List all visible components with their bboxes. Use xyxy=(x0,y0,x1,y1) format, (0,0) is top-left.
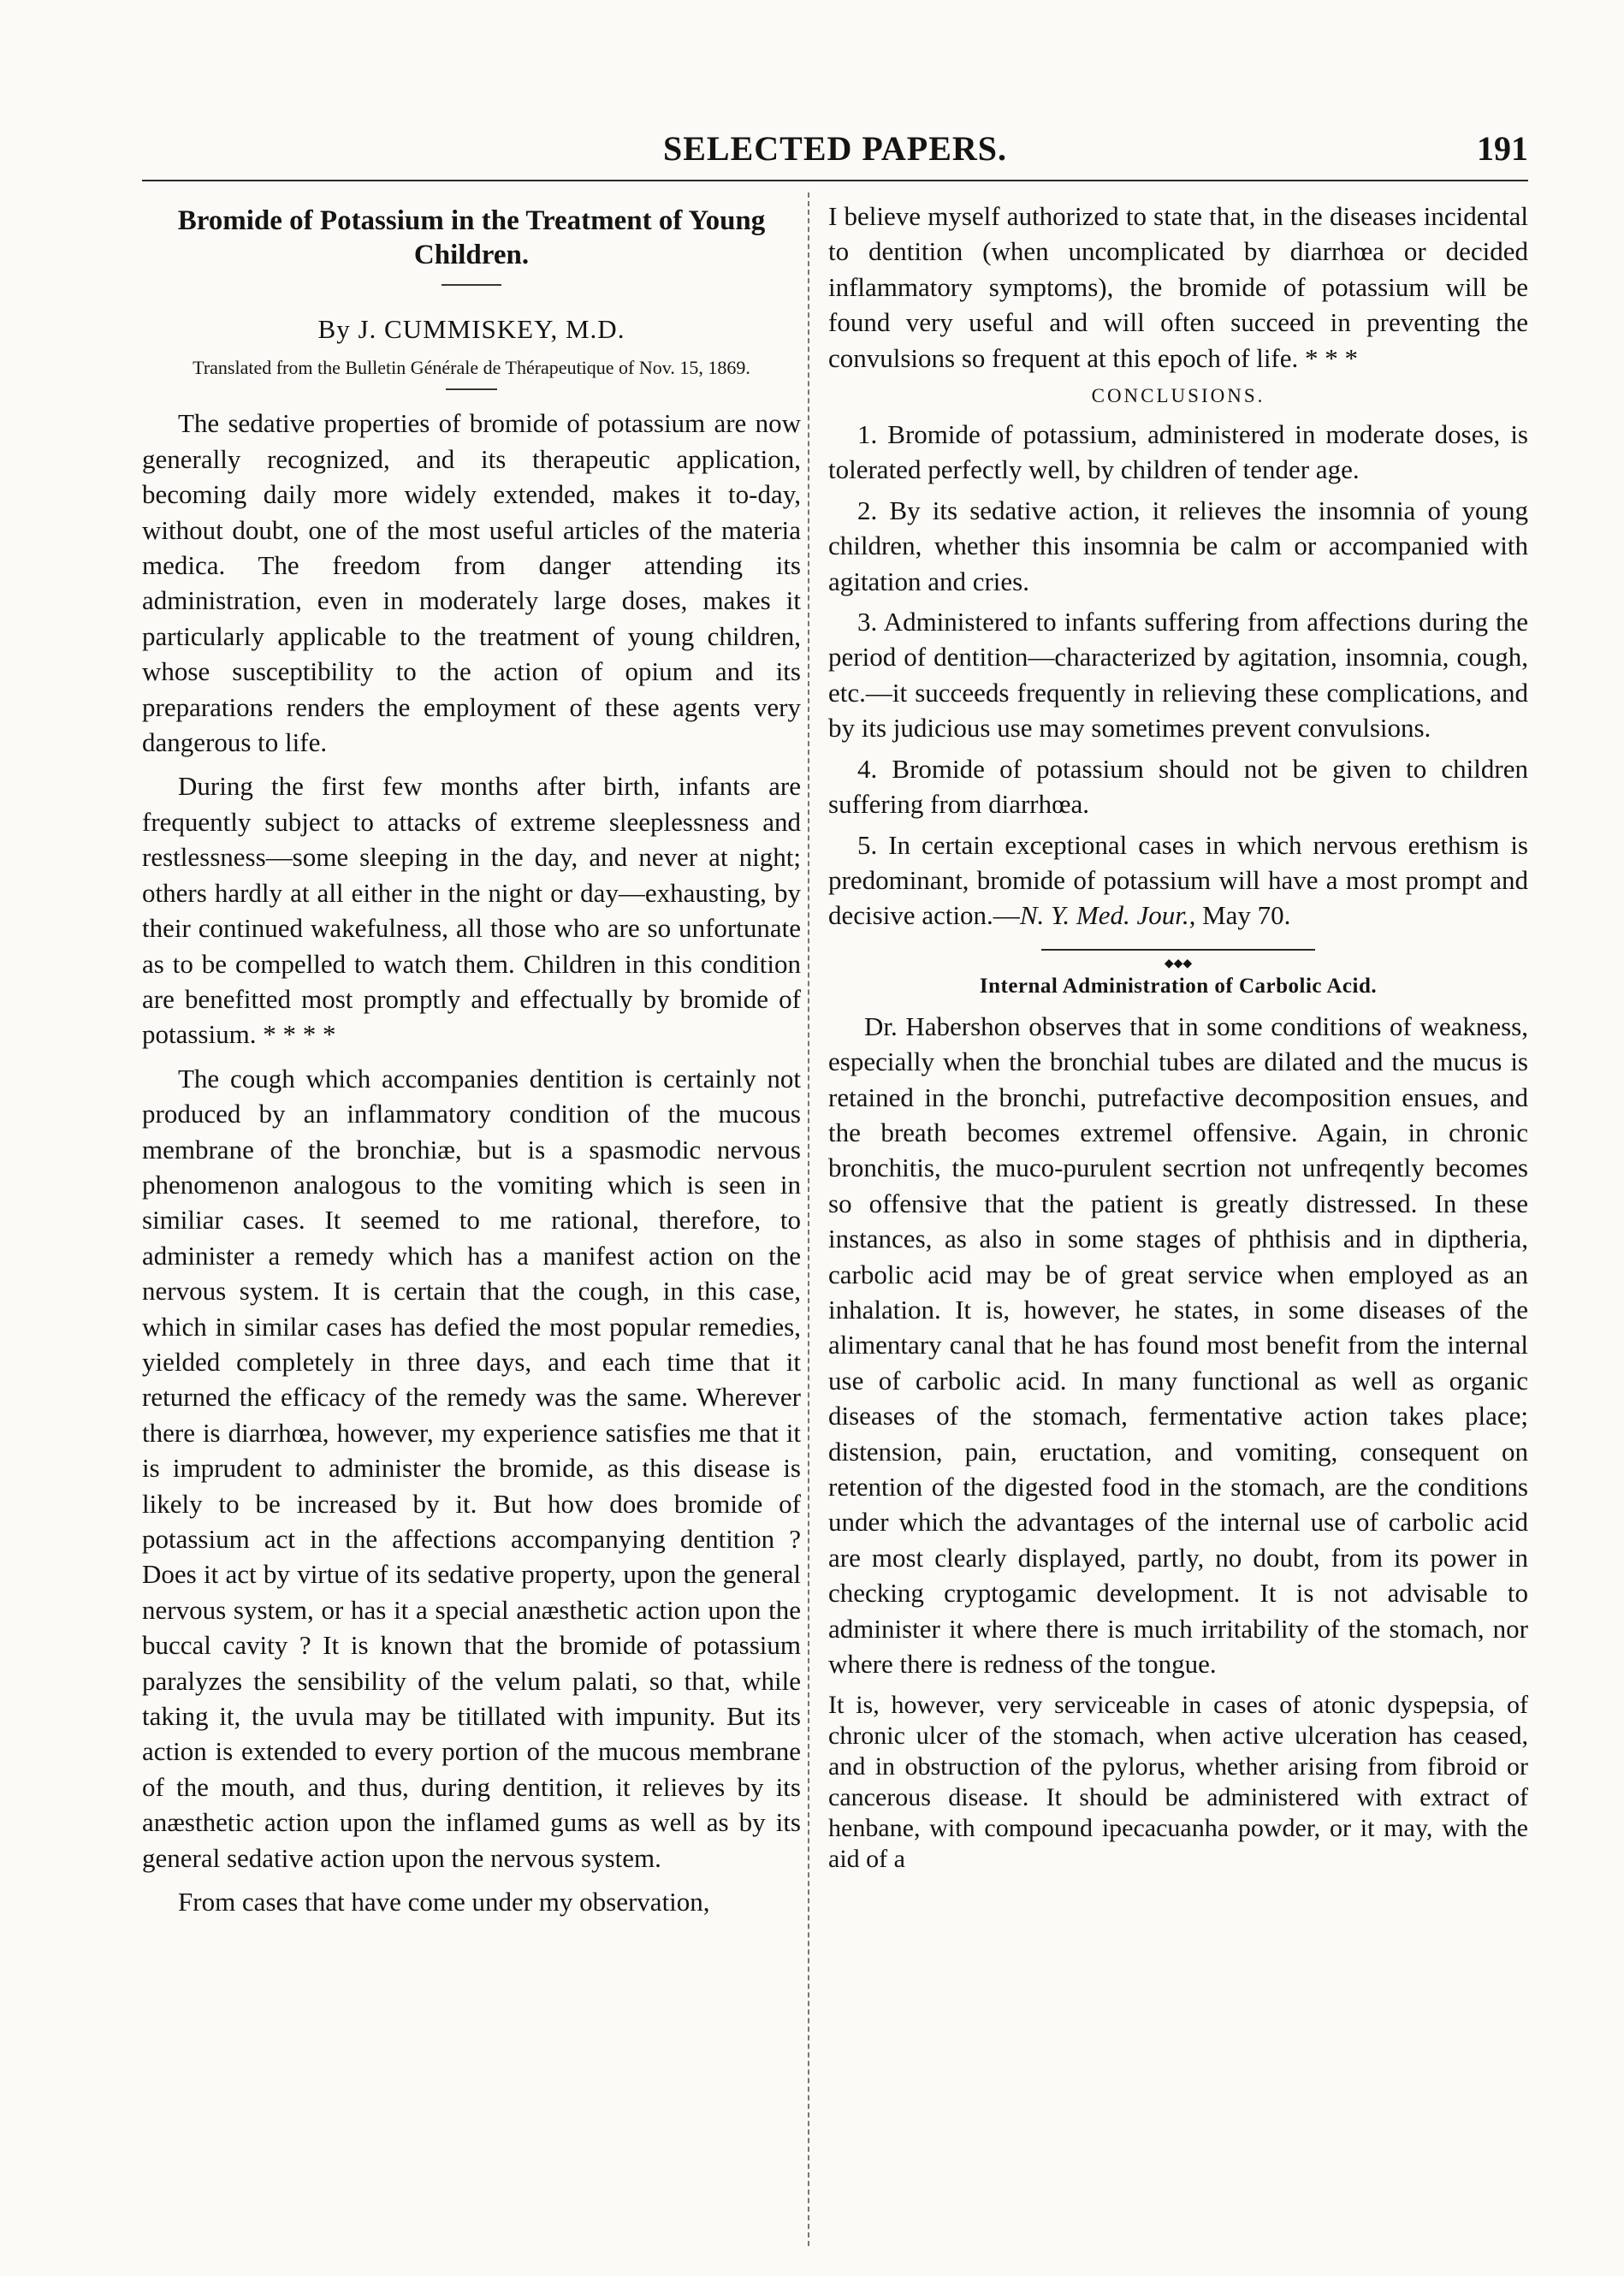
section-title: Internal Administration of Carbolic Acid. xyxy=(979,974,1378,998)
conclusion-item: 2. By its sedative action, it relieves the insomnia of young children, whether this insomnia be calm or accompanied with agitation and cries. xyxy=(828,495,1528,596)
conclusion-item: 3. Administered to infants suffering from affections during the period of dentition—characterized by agitation, insomnia, cough, etc.—it succeeds frequently in relieving these complications, and by its judicious use may sometimes prevent convulsions. xyxy=(828,607,1528,744)
byline-rule xyxy=(446,388,497,390)
ornament-icon: ◆◆◆ xyxy=(1159,957,1197,970)
page-number: 191 xyxy=(1477,129,1528,168)
translation-note: Translated from the Bulletin Générale de Thérapeutique of Nov. 15, 1869. xyxy=(193,357,750,379)
conclusion-text: 5. In certain exceptional cases in which nervous erethism is predominant, bromide of potassium will have a most prompt and decisive action.— xyxy=(828,829,1528,931)
running-title: SELECTED PAPERS. xyxy=(662,129,1007,168)
section-divider xyxy=(1041,945,1315,970)
paragraph: During the first few months after birth, infants are frequently subject to attacks of extreme sleeplessness and restlessness—some sleeping in the day, and never at night; others hardly at all either in the night or day—exhausting, by their continued wakefulness, all those who are so unfortunate as to be compelled to watch them. Children in this condition are benefitted most promptly and effectually by bromide of potassium. * * * * xyxy=(142,771,801,1050)
paragraph: The sedative properties of bromide of potassium are now generally recognized, and its therapeutic application, becoming daily more widely extended, makes it to-day, without doubt, one of the most useful articles of the materia medica. The freedom from danger attending its administration, even in moderately large doses, makes it particularly applicable to the treatment of young children, whose susceptibility to the action of opium and its preparations renders the employment of these agents very dangerous to life. xyxy=(142,408,801,758)
title-rule xyxy=(442,284,501,286)
right-column xyxy=(828,199,1528,2235)
left-column xyxy=(142,199,801,2235)
column-divider xyxy=(808,193,809,2246)
conclusions-heading: CONCLUSIONS. xyxy=(1091,385,1265,407)
conclusion-item: 1. Bromide of potassium, administered in moderate doses, is tolerated perfectly well, by children of tender age. xyxy=(828,419,1528,485)
paragraph: It is, however, very serviceable in cases of atonic dyspepsia, of chronic ulcer of the stomach, when active ulceration has ceased, and in obstruction of the pylorus, whether arising from fibroid or cancerous disease. It should be administered with extract of henbane, with compound ipecacuanha powder, or it may, with the aid of a xyxy=(828,1691,1528,1874)
citation-date: May 70. xyxy=(1195,900,1291,931)
paragraph: Dr. Habershon observes that in some conditions of weakness, especially when the bronchial tubes are dilated and the mucus is retained in the bronchi, putrefactive decomposition ensues, and the breath becomes extremel offensive. Again, in chronic bronchitis, the muco-purulent secrtion not unfreqently becomes so offensive that the patient is greatly distressed. In these instances, as also in some stages of phthisis and in diptheria, carbolic acid may be of great service when employed as an inhalation. It is, however, he states, in some diseases of the alimentary canal that he has found most benefit from the internal use of carbolic acid. In many functional as well as organic diseases of the stomach, fermentative action takes place; distension, pain, eructation, and vomiting, consequent on retention of the digested food in the stomach, are the conditions under which the advantages of the internal use of carbolic acid are most clearly displayed, partly, no doubt, from its power in checking cryptogamic development. It is not advisable to administer it where there is much irritability of the stomach, nor where there is redness of the tongue. xyxy=(828,1011,1528,1680)
paragraph: From cases that have come under my observation, xyxy=(178,1887,710,1917)
paragraph: The cough which accompanies dentition is certainly not produced by an inflammatory condition of the mucous membrane of the bronchiæ, but is a spasmodic nervous phenomenon analogous to the vomiting which is seen in similiar cases. It seemed to me rational, therefore, to administer a remedy which has a manifest action on the nervous system. It is certain that the cough, in this case, which in similar cases has defied the most popular remedies, yielded completely in three days, and each time that it returned the efficacy of the remedy was the same. Wherever there is diarrhœa, however, my experience satisfies me that it is imprudent to administer the bromide, as this disease is likely to be increased by it. But how does bromide of potassium act in the affections accompanying dentition ? Does it act by virtue of its sedative property, upon the general nervous system, or has it a special anæsthetic action upon the buccal cavity ? It is known that the bromide of potassium paralyzes the sensibility of the velum palati, so that, while taking it, the uvula may be titillated with impunity. But its action is extended to every portion of the mucous membrane of the mouth, and thus, during dentition, it relieves by its anæsthetic action upon the inflamed gums as well as by its general sedative action upon the nervous system. xyxy=(142,1063,801,1873)
running-head xyxy=(142,128,1528,181)
paragraph-continuation: I believe myself authorized to state that, in the diseases incidental to dentition (when uncomplicated by diarrhœa or decided inflammatory symptoms), the bromide of potassium will be found very useful and will often succeed in preventing the convulsions so frequent at this epoch of life. * * * xyxy=(828,201,1528,373)
byline: By J. CUMMISKEY, M.D. xyxy=(317,314,625,344)
conclusion-item xyxy=(828,827,1528,934)
article-title: Bromide of Potassium in the Treatment of Young Children. xyxy=(177,205,766,270)
citation-source: N. Y. Med. Jour., xyxy=(1019,900,1196,931)
conclusion-item: 4. Bromide of potassium should not be given to children suffering from diarrhœa. xyxy=(828,753,1528,820)
